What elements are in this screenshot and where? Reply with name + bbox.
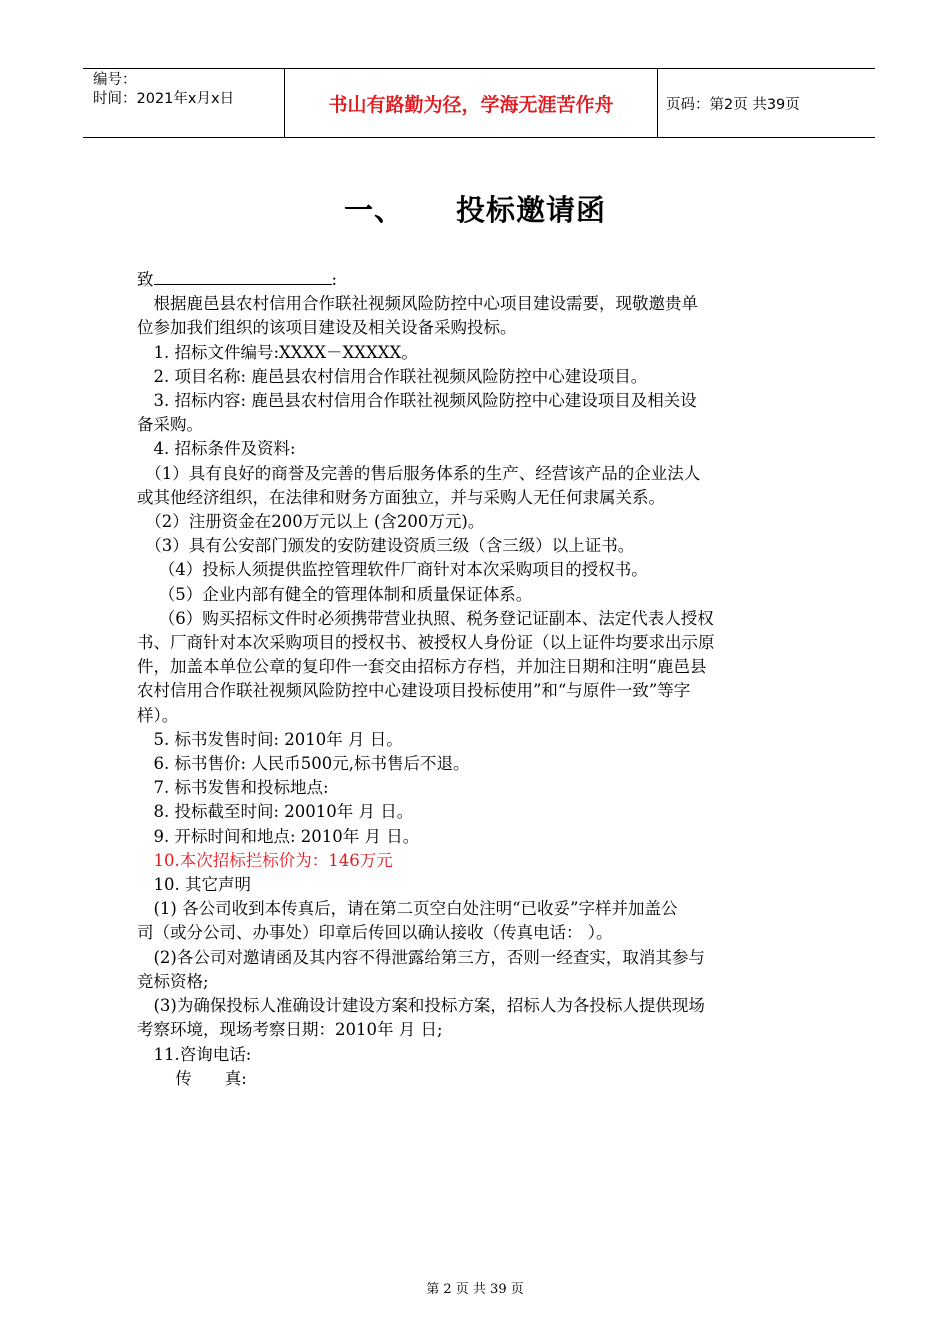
header-number-label: 编号： (93, 72, 137, 88)
body-line: 6. 标书售价: 人民币500元,标书售后不退。 (137, 754, 470, 774)
section-title (0, 188, 950, 229)
body-line: 传 真: (137, 1068, 247, 1088)
body-line: 2. 项目名称: 鹿邑县农村信用合作联社视频风险防控中心建设项目。 (137, 366, 648, 386)
body-line: 3. 招标内容: 鹿邑县农村信用合作联社视频风险防控中心建设项目及相关设 (137, 391, 697, 411)
body-line: 备采购。 (137, 415, 203, 435)
body-line: 书、厂商针对本次采购项目的授权书、被授权人身份证（以上证件均要求出示原 (137, 633, 715, 653)
body-line: 竞标资格; (137, 971, 209, 991)
body-line: (3)为确保投标人准确设计建设方案和投标方案，招标人为各投标人提供现场 (137, 996, 705, 1016)
body-line: (1) 各公司收到本传真后，请在第二页空白处注明“已收妥”字样并加盖公 (137, 899, 678, 919)
body-line: （2）注册资金在200万元以上 (含200万元)。 (137, 512, 485, 532)
addressee-line: 致 : (137, 270, 338, 289)
page-footer: 第 2 页 共 39 页 (426, 1282, 524, 1297)
body-line: 4. 招标条件及资料: (137, 439, 296, 459)
body-line: (2)各公司对邀请函及其内容不得泄露给第三方，否则一经查实，取消其参与 (137, 947, 705, 967)
body-line: （3）具有公安部门颁发的安防建设资质三级（含三级）以上证书。 (137, 536, 635, 556)
header-info-cell (83, 69, 285, 137)
body-line: 位参加我们组织的该项目建设及相关设备采购投标。 (137, 318, 517, 338)
body-lines (137, 292, 827, 849)
body-line: 考察环境，现场考察日期：2010年 月 日; (137, 1020, 443, 1040)
body-line: 9. 开标时间和地点: 2010年 月 日。 (137, 826, 420, 846)
section-title-text: 投标邀请函 (456, 193, 607, 227)
body-line: （1）具有良好的商誉及完善的售后服务体系的生产、经营该产品的企业法人 (137, 463, 701, 483)
body-line: 样）。 (137, 705, 179, 725)
body-line: 农村信用合作联社视频风险防控中心建设项目投标使用”和“与原件一致”等字 (137, 681, 691, 701)
letter-body (137, 268, 827, 1091)
body-line: 司（或分公司、办事处）印章后传回以确认接收（传真电话： ）。 (137, 923, 613, 943)
body-line: 10. 其它声明 (137, 875, 251, 895)
header-table (83, 68, 875, 138)
body-line: 11.咨询电话: (137, 1044, 252, 1064)
section-title-number: 一、 (343, 193, 404, 227)
body-lines-2 (137, 873, 827, 1091)
body-line: 1. 招标文件编号:XXXX－XXXXX。 (137, 342, 418, 362)
body-line: （6）购买招标文件时必须携带营业执照、税务登记证副本、法定代表人授权 (137, 608, 714, 628)
body-line: （4）投标人须提供监控管理软件厂商针对本次采购项目的授权书。 (137, 560, 648, 580)
body-line: 件，加盖本单位公章的复印件一套交由招标方存档，并加注日期和注明“鹿邑县 (137, 657, 707, 677)
body-line: 5. 标书发售时间: 2010年 月 日。 (137, 729, 403, 749)
header-time-label: 时间：2021年x月x日 (93, 91, 235, 107)
body-line: 7. 标书发售和投标地点: (137, 778, 329, 798)
header-page-label: 页码：第2页 共39页 (666, 96, 800, 113)
body-line: 8. 投标截至时间: 20010年 月 日。 (137, 802, 414, 822)
ceiling-price-line: 10.本次招标拦标价为：146万元 (137, 850, 393, 870)
body-line: 或其他经济组织，在法律和财务方面独立，并与采购人无任何隶属关系。 (137, 487, 665, 507)
header-motto: 书山有路勤为径，学海无涯苦作舟 (285, 69, 658, 137)
body-line: 根据鹿邑县农村信用合作联社视频风险防控中心项目建设需要，现敬邀贵单 (137, 294, 698, 314)
addressee-blank (154, 268, 332, 285)
body-line: （5）企业内部有健全的管理体制和质量保证体系。 (137, 584, 533, 604)
